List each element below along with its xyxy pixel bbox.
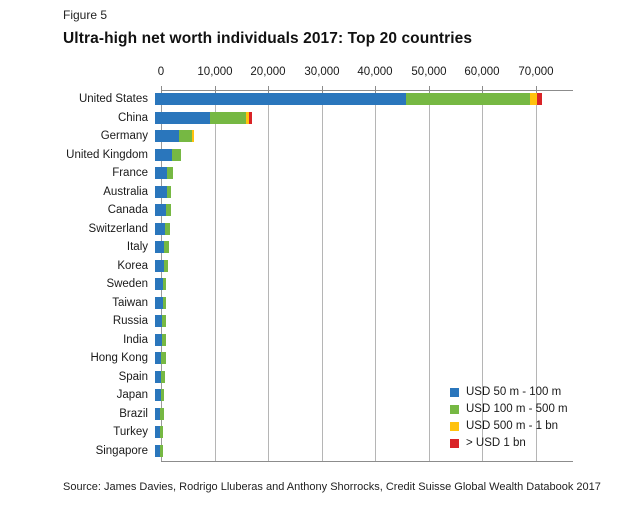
country-label: Turkey	[113, 426, 148, 439]
bar-track	[155, 352, 567, 364]
country-label: Korea	[117, 259, 148, 272]
country-label: China	[117, 111, 148, 124]
bar-segment-blue	[155, 297, 163, 309]
legend-label-red: > USD 1 bn	[466, 437, 526, 449]
bar-track	[155, 334, 567, 346]
bar-segment-green	[210, 112, 247, 124]
country-label: Australia	[103, 185, 148, 198]
bar-segment-green	[161, 389, 164, 401]
bar-track	[155, 93, 567, 105]
chart-row	[0, 349, 640, 367]
bar-segment-blue	[155, 223, 165, 235]
chart-row	[0, 220, 640, 238]
legend-swatch-yellow	[450, 422, 459, 431]
bar-segment-blue	[155, 334, 162, 346]
country-label: Hong Kong	[90, 352, 148, 365]
legend-item-yellow	[450, 420, 568, 432]
legend-label-green: USD 100 m - 500 m	[466, 403, 568, 415]
chart-row	[0, 238, 640, 256]
bar-segment-green	[160, 426, 163, 438]
bar-segment-green	[160, 408, 164, 420]
bar-segment-green	[167, 167, 173, 179]
chart-title: Ultra-high net worth individuals 2017: Top 20 countries	[63, 30, 473, 47]
bar-segment-blue	[155, 130, 179, 142]
bar-segment-green	[161, 352, 165, 364]
bar-segment-blue	[155, 315, 162, 327]
legend-swatch-red	[450, 439, 459, 448]
country-label: Germany	[100, 130, 148, 143]
chart-row	[0, 183, 640, 201]
chart-row	[0, 201, 640, 219]
country-label: Switzerland	[88, 222, 148, 235]
bar-segment-blue	[155, 241, 164, 253]
chart-row	[0, 294, 640, 312]
country-label: Italy	[126, 241, 148, 254]
country-label: Sweden	[106, 278, 148, 291]
legend-swatch-blue	[450, 388, 459, 397]
figure-label: Figure 5	[63, 8, 108, 22]
axis-tick-label: 30,000	[304, 66, 340, 78]
bar-segment-green	[160, 445, 163, 457]
legend	[450, 386, 568, 449]
bar-segment-blue	[155, 167, 167, 179]
bar-segment-yellow	[192, 130, 194, 142]
bar-segment-blue	[155, 93, 406, 105]
bar-segment-green	[164, 241, 168, 253]
bar-track	[155, 297, 567, 309]
legend-item-blue	[450, 386, 568, 398]
chart-row	[0, 275, 640, 293]
bar-track	[155, 278, 567, 290]
axis-tick-label: 20,000	[250, 66, 286, 78]
bar-segment-blue	[155, 204, 166, 216]
bar-segment-green	[162, 315, 166, 327]
bar-segment-green	[166, 204, 171, 216]
bar-segment-green	[163, 278, 167, 290]
chart-row	[0, 164, 640, 182]
bar-track	[155, 167, 567, 179]
chart-row	[0, 312, 640, 330]
source-text: Source: James Davies, Rodrigo Lluberas and Anthony Shorrocks, Credit Suisse Global Wealth Databook 2017	[63, 481, 601, 493]
bar-segment-green	[161, 371, 164, 383]
bar-track	[155, 130, 567, 142]
axis-tick-label: 50,000	[411, 66, 447, 78]
bar-track	[155, 149, 567, 161]
chart-row	[0, 127, 640, 145]
legend-swatch-green	[450, 405, 459, 414]
country-label: Russia	[112, 315, 148, 328]
axis-tick-label: 40,000	[357, 66, 393, 78]
bar-segment-green	[406, 93, 529, 105]
country-label: Spain	[118, 370, 148, 383]
chart-row	[0, 368, 640, 386]
country-label: United States	[78, 93, 148, 106]
x-axis-tick-labels	[157, 66, 573, 82]
bar-track	[155, 204, 567, 216]
country-label: Brazil	[119, 407, 148, 420]
bar-segment-red	[249, 112, 252, 124]
bar-segment-green	[167, 186, 172, 198]
legend-item-red	[450, 437, 568, 449]
bar-track	[155, 260, 567, 272]
bar-segment-green	[165, 223, 170, 235]
country-label: Canada	[107, 204, 148, 217]
axis-tick-label: 70,000	[518, 66, 554, 78]
axis-tick-label: 0	[157, 66, 165, 78]
bar-segment-blue	[155, 149, 172, 161]
bar-segment-green	[163, 297, 166, 309]
bar-track	[155, 112, 567, 124]
bar-segment-blue	[155, 260, 164, 272]
legend-label-yellow: USD 500 m - 1 bn	[466, 420, 559, 432]
bar-segment-green	[179, 130, 192, 142]
country-label: Japan	[116, 389, 148, 402]
chart-row	[0, 90, 640, 108]
bar-segment-blue	[155, 186, 167, 198]
bar-track	[155, 223, 567, 235]
axis-tick-label: 10,000	[197, 66, 233, 78]
chart-row	[0, 109, 640, 127]
bar-track	[155, 315, 567, 327]
chart-row	[0, 331, 640, 349]
bar-segment-blue	[155, 112, 210, 124]
bar-segment-green	[172, 149, 181, 161]
bar-segment-green	[164, 260, 168, 272]
bar-segment-green	[162, 334, 166, 346]
bar-track	[155, 186, 567, 198]
country-label: India	[123, 333, 148, 346]
bar-segment-yellow	[530, 93, 537, 105]
chart-row	[0, 146, 640, 164]
country-label: United Kingdom	[66, 148, 148, 161]
axis-tick-label: 60,000	[464, 66, 500, 78]
bar-segment-blue	[155, 278, 163, 290]
legend-label-blue: USD 50 m - 100 m	[466, 386, 562, 398]
country-label: Taiwan	[112, 296, 148, 309]
country-label: Singapore	[95, 444, 148, 457]
bar-track	[155, 241, 567, 253]
bar-track	[155, 371, 567, 383]
country-label: France	[112, 167, 148, 180]
legend-item-green	[450, 403, 568, 415]
chart-row	[0, 257, 640, 275]
bar-segment-red	[537, 93, 542, 105]
